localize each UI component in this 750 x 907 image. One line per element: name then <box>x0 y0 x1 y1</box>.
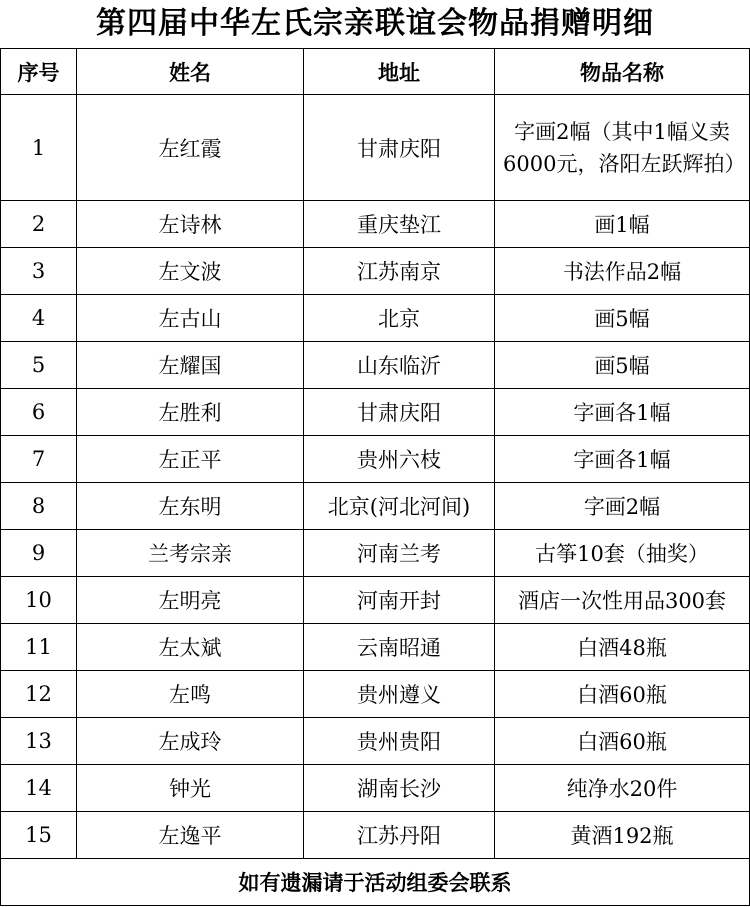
cell-item: 画5幅 <box>495 342 750 389</box>
cell-seq: 5 <box>1 342 77 389</box>
cell-seq: 2 <box>1 201 77 248</box>
cell-address: 江苏南京 <box>304 248 495 295</box>
cell-name: 左逸平 <box>77 812 304 859</box>
cell-address: 河南兰考 <box>304 530 495 577</box>
table-row <box>1 483 750 530</box>
footer-note: 如有遗漏请于活动组委会联系 <box>1 859 750 906</box>
header-row <box>1 49 750 95</box>
table-row <box>1 624 750 671</box>
cell-name: 左古山 <box>77 295 304 342</box>
cell-name: 左明亮 <box>77 577 304 624</box>
cell-seq: 11 <box>1 624 77 671</box>
table-row <box>1 95 750 201</box>
cell-seq: 8 <box>1 483 77 530</box>
table-row <box>1 389 750 436</box>
cell-address: 江苏丹阳 <box>304 812 495 859</box>
header-seq: 序号 <box>1 49 77 95</box>
cell-address: 贵州贵阳 <box>304 718 495 765</box>
cell-name: 左东明 <box>77 483 304 530</box>
footer-row <box>1 859 750 906</box>
cell-item: 白酒60瓶 <box>495 671 750 718</box>
cell-item: 白酒60瓶 <box>495 718 750 765</box>
table-row <box>1 248 750 295</box>
cell-address: 贵州遵义 <box>304 671 495 718</box>
cell-seq: 9 <box>1 530 77 577</box>
cell-address: 北京 <box>304 295 495 342</box>
table-row <box>1 342 750 389</box>
table-row <box>1 718 750 765</box>
cell-address: 河南开封 <box>304 577 495 624</box>
cell-address: 山东临沂 <box>304 342 495 389</box>
table-row <box>1 530 750 577</box>
cell-seq: 14 <box>1 765 77 812</box>
cell-name: 左太斌 <box>77 624 304 671</box>
table-row <box>1 295 750 342</box>
cell-seq: 3 <box>1 248 77 295</box>
cell-name: 左耀国 <box>77 342 304 389</box>
table-row <box>1 812 750 859</box>
cell-name: 左鸣 <box>77 671 304 718</box>
donation-table <box>0 48 750 906</box>
cell-item: 白酒48瓶 <box>495 624 750 671</box>
cell-address: 北京(河北河间) <box>304 483 495 530</box>
cell-seq: 15 <box>1 812 77 859</box>
cell-seq: 10 <box>1 577 77 624</box>
cell-seq: 13 <box>1 718 77 765</box>
cell-seq: 12 <box>1 671 77 718</box>
cell-seq: 4 <box>1 295 77 342</box>
table-row <box>1 577 750 624</box>
cell-item: 画1幅 <box>495 201 750 248</box>
table-row <box>1 436 750 483</box>
cell-name: 左胜利 <box>77 389 304 436</box>
table-row <box>1 201 750 248</box>
header-name: 姓名 <box>77 49 304 95</box>
cell-seq: 6 <box>1 389 77 436</box>
cell-seq: 7 <box>1 436 77 483</box>
cell-item: 字画2幅 <box>495 483 750 530</box>
cell-address: 湖南长沙 <box>304 765 495 812</box>
header-address: 地址 <box>304 49 495 95</box>
cell-name: 左文波 <box>77 248 304 295</box>
cell-address: 重庆垫江 <box>304 201 495 248</box>
cell-name: 左成玲 <box>77 718 304 765</box>
cell-item: 纯净水20件 <box>495 765 750 812</box>
cell-item: 字画2幅（其中1幅义卖6000元，洛阳左跃辉拍） <box>495 95 750 201</box>
cell-item: 古筝10套（抽奖） <box>495 530 750 577</box>
table-row <box>1 765 750 812</box>
table-row <box>1 671 750 718</box>
cell-item: 字画各1幅 <box>495 436 750 483</box>
cell-item: 字画各1幅 <box>495 389 750 436</box>
cell-item: 书法作品2幅 <box>495 248 750 295</box>
cell-name: 左红霞 <box>77 95 304 201</box>
cell-item: 黄酒192瓶 <box>495 812 750 859</box>
header-item: 物品名称 <box>495 49 750 95</box>
page-title: 第四届中华左氏宗亲联谊会物品捐赠明细 <box>96 6 654 41</box>
cell-address: 甘肃庆阳 <box>304 389 495 436</box>
cell-item: 酒店一次性用品300套 <box>495 577 750 624</box>
cell-address: 贵州六枝 <box>304 436 495 483</box>
cell-item: 画5幅 <box>495 295 750 342</box>
cell-name: 钟光 <box>77 765 304 812</box>
cell-address: 云南昭通 <box>304 624 495 671</box>
cell-seq: 1 <box>1 95 77 201</box>
cell-name: 左诗林 <box>77 201 304 248</box>
cell-address: 甘肃庆阳 <box>304 95 495 201</box>
cell-name: 左正平 <box>77 436 304 483</box>
cell-name: 兰考宗亲 <box>77 530 304 577</box>
